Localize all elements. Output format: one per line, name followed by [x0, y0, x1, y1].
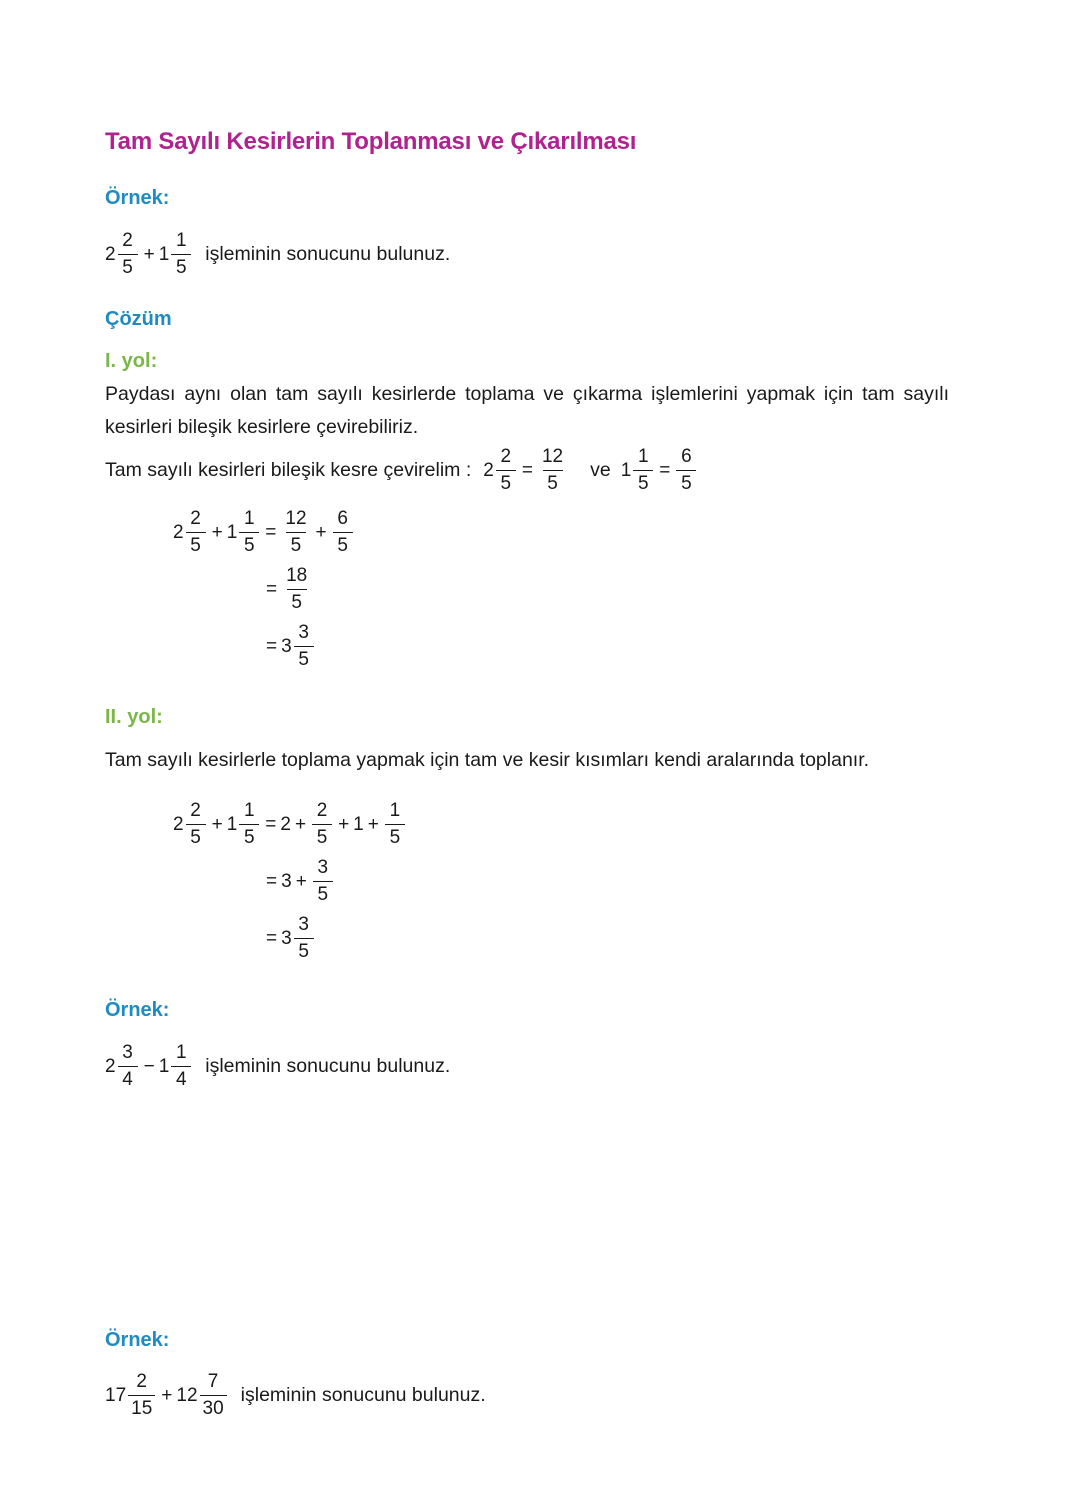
denominator: 5 — [287, 589, 307, 614]
numerator: 3 — [317, 857, 329, 878]
fraction — [283, 565, 310, 614]
whole-number: 3 — [281, 870, 292, 892]
equals-sign: = — [266, 578, 278, 600]
denominator: 5 — [186, 532, 206, 557]
fraction — [200, 1371, 227, 1420]
fraction — [239, 508, 259, 557]
denominator: 5 — [313, 881, 333, 906]
numerator: 3 — [298, 914, 309, 935]
fraction — [186, 508, 206, 557]
denominator: 5 — [333, 532, 353, 557]
way-1-step-3 — [262, 622, 316, 671]
numerator: 2 — [190, 508, 201, 529]
whole-number: 3 — [281, 927, 292, 949]
operator: + — [367, 813, 379, 835]
denominator: 5 — [239, 532, 259, 557]
and-word: ve — [590, 459, 611, 481]
fraction — [633, 446, 653, 495]
conversion-line — [105, 446, 698, 495]
solution-label: Çözüm — [105, 308, 172, 330]
equals-sign: = — [265, 521, 277, 543]
denominator: 5 — [286, 532, 306, 557]
numerator: 1 — [389, 800, 401, 821]
denominator: 4 — [118, 1066, 138, 1091]
numerator: 1 — [243, 800, 255, 821]
denominator: 5 — [294, 646, 314, 671]
operator: + — [143, 243, 155, 265]
operator: + — [295, 870, 307, 892]
operator: + — [294, 813, 307, 835]
numerator: 2 — [122, 230, 133, 251]
denominator: 5 — [385, 824, 405, 849]
whole-number: 2 — [173, 521, 184, 543]
numerator: 1 — [243, 508, 255, 529]
whole-number: 3 — [281, 635, 292, 657]
fraction — [118, 230, 138, 279]
whole-number: 2 — [483, 459, 494, 481]
denominator: 5 — [171, 254, 191, 279]
fraction — [385, 800, 405, 849]
numerator: 18 — [286, 565, 308, 586]
whole-number: 1 — [226, 813, 238, 835]
numerator: 7 — [207, 1371, 219, 1392]
numerator: 1 — [175, 230, 187, 251]
whole-number: 1 — [620, 459, 632, 481]
whole-number: 2 — [105, 1055, 116, 1077]
denominator: 5 — [239, 824, 259, 849]
numerator: 2 — [136, 1371, 147, 1392]
numerator: 2 — [316, 800, 328, 821]
equals-sign: = — [266, 635, 278, 657]
operator: + — [161, 1384, 173, 1406]
denominator: 5 — [676, 470, 696, 495]
whole-number: 2 — [280, 813, 291, 835]
numerator: 1 — [175, 1042, 187, 1063]
whole-number: 17 — [105, 1384, 127, 1406]
operator: + — [338, 813, 350, 835]
way-1-step-1 — [173, 508, 355, 557]
fraction — [312, 800, 332, 849]
fraction — [118, 1042, 138, 1091]
numerator: 12 — [285, 508, 307, 529]
conversion-text: Tam sayılı kesirleri bileşik kesre çevirelim : — [105, 459, 472, 481]
whole-number: 2 — [105, 243, 116, 265]
fraction — [676, 446, 696, 495]
fraction — [294, 914, 314, 963]
example-1-expression — [105, 230, 450, 279]
fraction — [496, 446, 516, 495]
example-3-expression — [105, 1371, 486, 1420]
fraction — [239, 800, 259, 849]
numerator: 6 — [681, 446, 692, 467]
whole-number: 1 — [158, 243, 170, 265]
whole-number: 1 — [158, 1055, 170, 1077]
numerator: 3 — [298, 622, 309, 643]
example-3-label: Örnek: — [105, 1329, 170, 1351]
fraction — [186, 800, 206, 849]
example-2-instruction: işleminin sonucunu bulunuz. — [205, 1055, 451, 1077]
whole-number: 12 — [176, 1384, 198, 1406]
example-2-label: Örnek: — [105, 999, 170, 1021]
way-1-step-2 — [262, 565, 312, 614]
fraction — [333, 508, 353, 557]
numerator: 3 — [122, 1042, 133, 1063]
denominator: 5 — [496, 470, 516, 495]
fraction — [313, 857, 333, 906]
page-title: Tam Sayılı Kesirlerin Toplanması ve Çıkarılması — [105, 128, 637, 155]
way-2-label: II. yol: — [105, 706, 163, 728]
fraction — [294, 622, 314, 671]
fraction — [539, 446, 566, 495]
whole-number: 1 — [353, 813, 364, 835]
example-1-label: Örnek: — [105, 187, 170, 209]
numerator: 1 — [637, 446, 649, 467]
equals-sign: = — [265, 813, 277, 835]
way-2-step-1 — [173, 800, 407, 849]
whole-number: 1 — [226, 521, 238, 543]
whole-number: 2 — [173, 813, 184, 835]
equals-sign: = — [521, 459, 533, 481]
example-1-instruction: işleminin sonucunu bulunuz. — [205, 243, 451, 265]
operator: + — [315, 521, 327, 543]
numerator: 12 — [541, 446, 564, 467]
numerator: 6 — [337, 508, 348, 529]
operator: + — [211, 813, 223, 835]
denominator: 5 — [118, 254, 138, 279]
denominator: 15 — [128, 1395, 155, 1420]
example-3-instruction: işleminin sonucunu bulunuz. — [240, 1384, 486, 1406]
example-2-expression — [105, 1042, 450, 1091]
denominator: 5 — [186, 824, 206, 849]
numerator: 2 — [190, 800, 201, 821]
way-1-paragraph: Paydası aynı olan tam sayılı kesirlerde toplama ve çıkarma işlemlerini yapmak için tam sayılı kesirleri bileşik kesirlere çevirebiliriz. — [105, 383, 949, 438]
operator: + — [211, 521, 223, 543]
denominator: 4 — [171, 1066, 191, 1091]
way-2-step-2 — [262, 857, 335, 906]
operator: − — [143, 1055, 155, 1077]
way-1-label: I. yol: — [105, 350, 158, 372]
fraction — [282, 508, 309, 557]
fraction — [171, 1042, 191, 1091]
fraction — [128, 1371, 155, 1420]
equals-sign: = — [266, 927, 278, 949]
denominator: 5 — [543, 470, 563, 495]
way-2-step-3 — [262, 914, 316, 963]
fraction — [171, 230, 191, 279]
denominator: 5 — [312, 824, 332, 849]
denominator: 30 — [200, 1395, 227, 1420]
denominator: 5 — [633, 470, 653, 495]
equals-sign: = — [659, 459, 671, 481]
way-2-paragraph: Tam sayılı kesirlerle toplama yapmak için tam ve kesir kısımları kendi aralarında toplanır. — [105, 749, 870, 771]
numerator: 2 — [500, 446, 512, 467]
equals-sign: = — [266, 870, 278, 892]
denominator: 5 — [294, 938, 314, 963]
